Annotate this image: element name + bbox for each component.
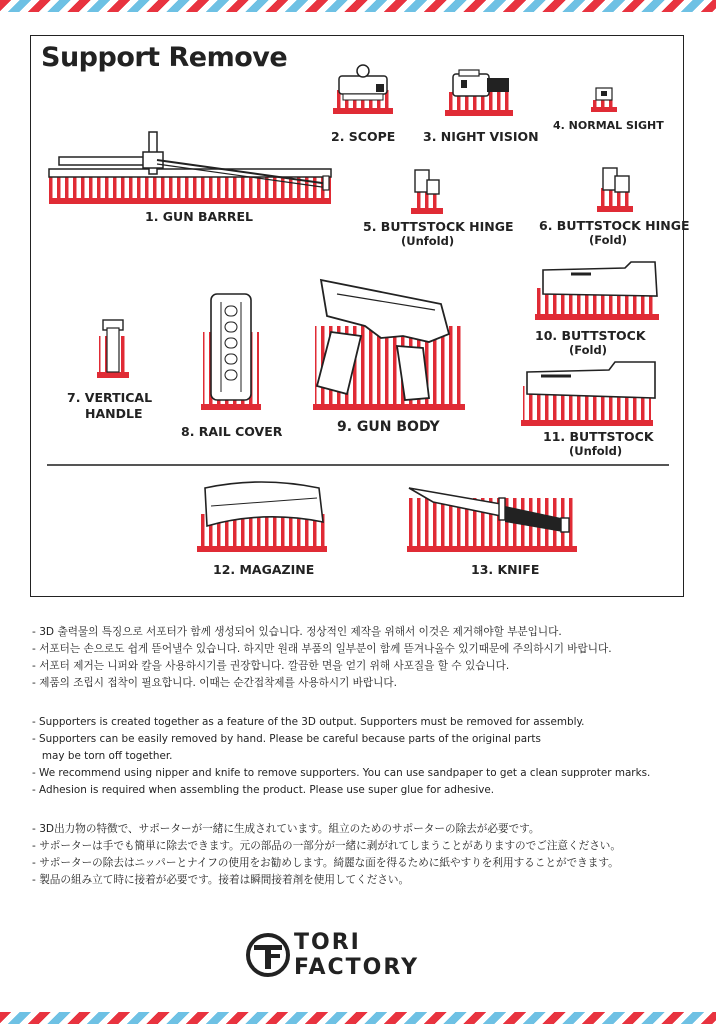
logo-line-2: FACTORY (294, 955, 420, 980)
magazine-illustration (197, 482, 327, 552)
logo-mark-icon (246, 932, 290, 978)
part-3-label: 3. NIGHT VISION (423, 129, 539, 144)
note-line: - 3D 출력물의 특징으로 서포터가 함께 생성되어 있습니다. 정상적인 제작을 위해서 이것은 제거해야할 부분입니다. (32, 626, 562, 638)
note-line: - 製品の組み立て時に接着が必要です。接着は瞬間接着剤を使用してください。 (32, 874, 410, 886)
gun-body-illustration (313, 280, 465, 410)
part-11-label: 11. BUTTSTOCK (543, 429, 654, 444)
buttstock-hinge-fold-illustration (597, 168, 633, 212)
tori-factory-logo (246, 930, 456, 982)
part-6-label: 6. BUTTSTOCK HINGE (539, 218, 690, 233)
note-line: - 3D出力物の特徴で、サポーターが一緒に生成されています。組立のためのサポーターの除去が必要です。 (32, 823, 540, 835)
scope-illustration (333, 65, 393, 114)
note-line: - Supporters can be easily removed by hand. Please be careful because parts of the original parts (32, 733, 541, 745)
part-10-label: 10. BUTTSTOCK (535, 328, 646, 343)
part-8-label: 8. RAIL COVER (181, 424, 283, 439)
note-line: - Supporters is created together as a feature of the 3D output. Supporters must be removed for assembly. (32, 716, 585, 728)
vertical-handle-illustration (97, 320, 129, 378)
part-12-label: 12. MAGAZINE (213, 562, 315, 577)
note-line: - サポーターの除去はニッパーとナイフの使用をお勧めします。綺麗な面を得るために紙やすりを利用することができます。 (32, 857, 619, 869)
top-decorative-stripe (0, 0, 716, 12)
part-7-sublabel: HANDLE (85, 406, 143, 421)
part-11-sublabel: (Unfold) (569, 444, 623, 458)
night-vision-illustration (445, 70, 513, 116)
note-line: - 서포터는 손으로도 쉽게 뜯어낼수 있습니다. 하지만 원래 부품의 일부분이 함께 뜯겨나올수 있기때문에 주의하시기 바랍니다. (32, 643, 612, 655)
support-remove-panel (30, 35, 690, 597)
note-line: - We recommend using nipper and knife to remove supporters. You can use sandpaper to get a clean supproter marks. (32, 767, 651, 779)
bottom-decorative-stripe (0, 1012, 716, 1024)
part-9-label: 9. GUN BODY (337, 419, 440, 435)
part-2-label: 2. SCOPE (331, 129, 396, 144)
rail-cover-illustration (201, 294, 261, 410)
korean-notes (32, 624, 612, 692)
note-line: - Adhesion is required when assembling the product. Please use super glue for adhesive. (32, 784, 495, 796)
part-4-label: 4. NORMAL SIGHT (553, 119, 664, 132)
part-7-label: 7. VERTICAL (67, 390, 153, 405)
part-13-label: 13. KNIFE (471, 562, 540, 577)
english-notes (32, 714, 650, 799)
note-line: - 제품의 조립시 접착이 필요합니다. 이때는 순간접착제를 사용하시기 바랍니다. (32, 677, 397, 689)
knife-illustration (407, 488, 577, 552)
note-line: may be torn off together. (32, 750, 173, 762)
japanese-notes (32, 821, 621, 889)
logo-wordmark (294, 930, 419, 980)
part-5-label: 5. BUTTSTOCK HINGE (363, 219, 514, 234)
logo-line-1: TORI (294, 930, 361, 955)
buttstock-unfold-illustration (521, 362, 655, 426)
section-divider (47, 464, 669, 466)
part-5-sublabel: (Unfold) (401, 234, 455, 248)
part-1-label: 1. GUN BARREL (145, 209, 253, 224)
buttstock-hinge-unfold-illustration (411, 170, 443, 214)
part-10-sublabel: (Fold) (569, 343, 607, 357)
buttstock-fold-illustration (535, 262, 659, 320)
gun-barrel-illustration (49, 132, 331, 204)
part-6-sublabel: (Fold) (589, 233, 627, 247)
normal-sight-illustration (591, 88, 617, 112)
note-line: - サポーターは手でも簡単に除去できます。元の部品の一部分が一緒に剥がれてしまうことがありますのでご注意ください。 (32, 840, 621, 852)
note-line: - 서포터 제거는 니퍼와 칼을 사용하시기를 권장합니다. 깔끔한 면을 얻기 위해 사포질을 할 수 있습니다. (32, 660, 510, 672)
page-title: Support Remove (41, 42, 288, 73)
